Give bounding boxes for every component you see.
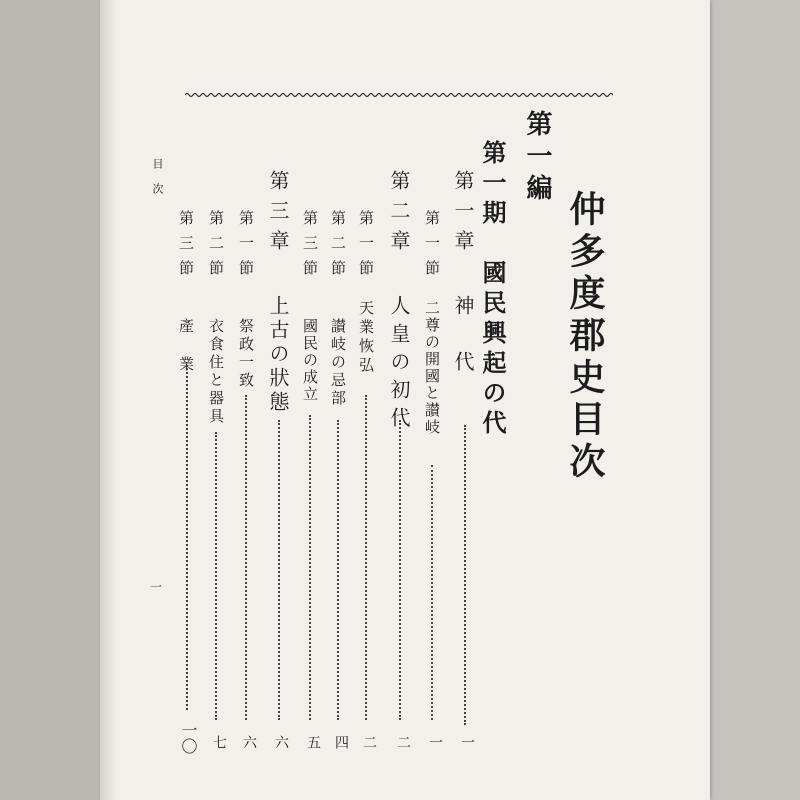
section-title: 衣食住と器具 — [207, 318, 225, 426]
section-label: 第二節 — [329, 210, 347, 285]
section-label: 第一節 — [357, 210, 375, 285]
page-number: 六 — [273, 735, 289, 749]
section-label: 第一節 — [423, 210, 441, 285]
leader-dots — [365, 395, 367, 720]
section-title: 二尊の開國と讃岐 — [423, 300, 441, 436]
chapter-label: 第二章 — [387, 170, 411, 260]
running-head: 目次 — [151, 158, 164, 208]
section-label: 第三節 — [177, 210, 195, 285]
chapter-title: 上古の狀態 — [266, 295, 290, 415]
section-title: 產 業 — [177, 318, 195, 375]
page-number: 四 — [333, 735, 349, 749]
leader-dots — [309, 415, 311, 720]
part-heading: 第一編 — [522, 110, 552, 206]
page-number: 五 — [305, 735, 321, 749]
page-number: 六 — [241, 735, 257, 749]
decorative-rule — [185, 92, 613, 98]
section-title: 天業恢弘 — [357, 300, 375, 376]
section-label: 第一節 — [237, 210, 255, 285]
chapter-title: 神 代 — [451, 295, 475, 379]
leader-dots — [464, 425, 466, 725]
leader-dots — [245, 395, 247, 720]
section-label: 第三節 — [301, 210, 319, 285]
page-number: 七 — [211, 735, 227, 749]
background-surface — [710, 0, 800, 800]
book-title: 仲多度郡史目次 — [564, 190, 606, 484]
page-number: 二 — [395, 735, 411, 749]
chapter-label: 第一章 — [451, 170, 475, 260]
period-heading: 第一期 國民興起の代 — [478, 140, 507, 440]
page-number: 一 — [427, 735, 443, 749]
chapter-title: 人皇の初代 — [387, 295, 411, 435]
folio: 一 — [150, 580, 163, 594]
leader-dots — [186, 365, 188, 710]
section-title: 國民の成立 — [301, 318, 319, 403]
leader-dots — [431, 465, 433, 720]
page-number: 一〇 — [179, 722, 198, 754]
page-number: 二 — [361, 735, 377, 749]
chapter-label: 第三章 — [266, 170, 290, 260]
section-title: 讃岐の忌部 — [329, 318, 347, 408]
section-label: 第二節 — [207, 210, 225, 285]
leader-dots — [399, 420, 401, 720]
page-number: 一 — [459, 735, 475, 749]
section-title: 祭政一致 — [237, 318, 255, 390]
leader-dots — [337, 420, 339, 720]
leader-dots — [215, 432, 217, 720]
leader-dots — [278, 420, 280, 720]
